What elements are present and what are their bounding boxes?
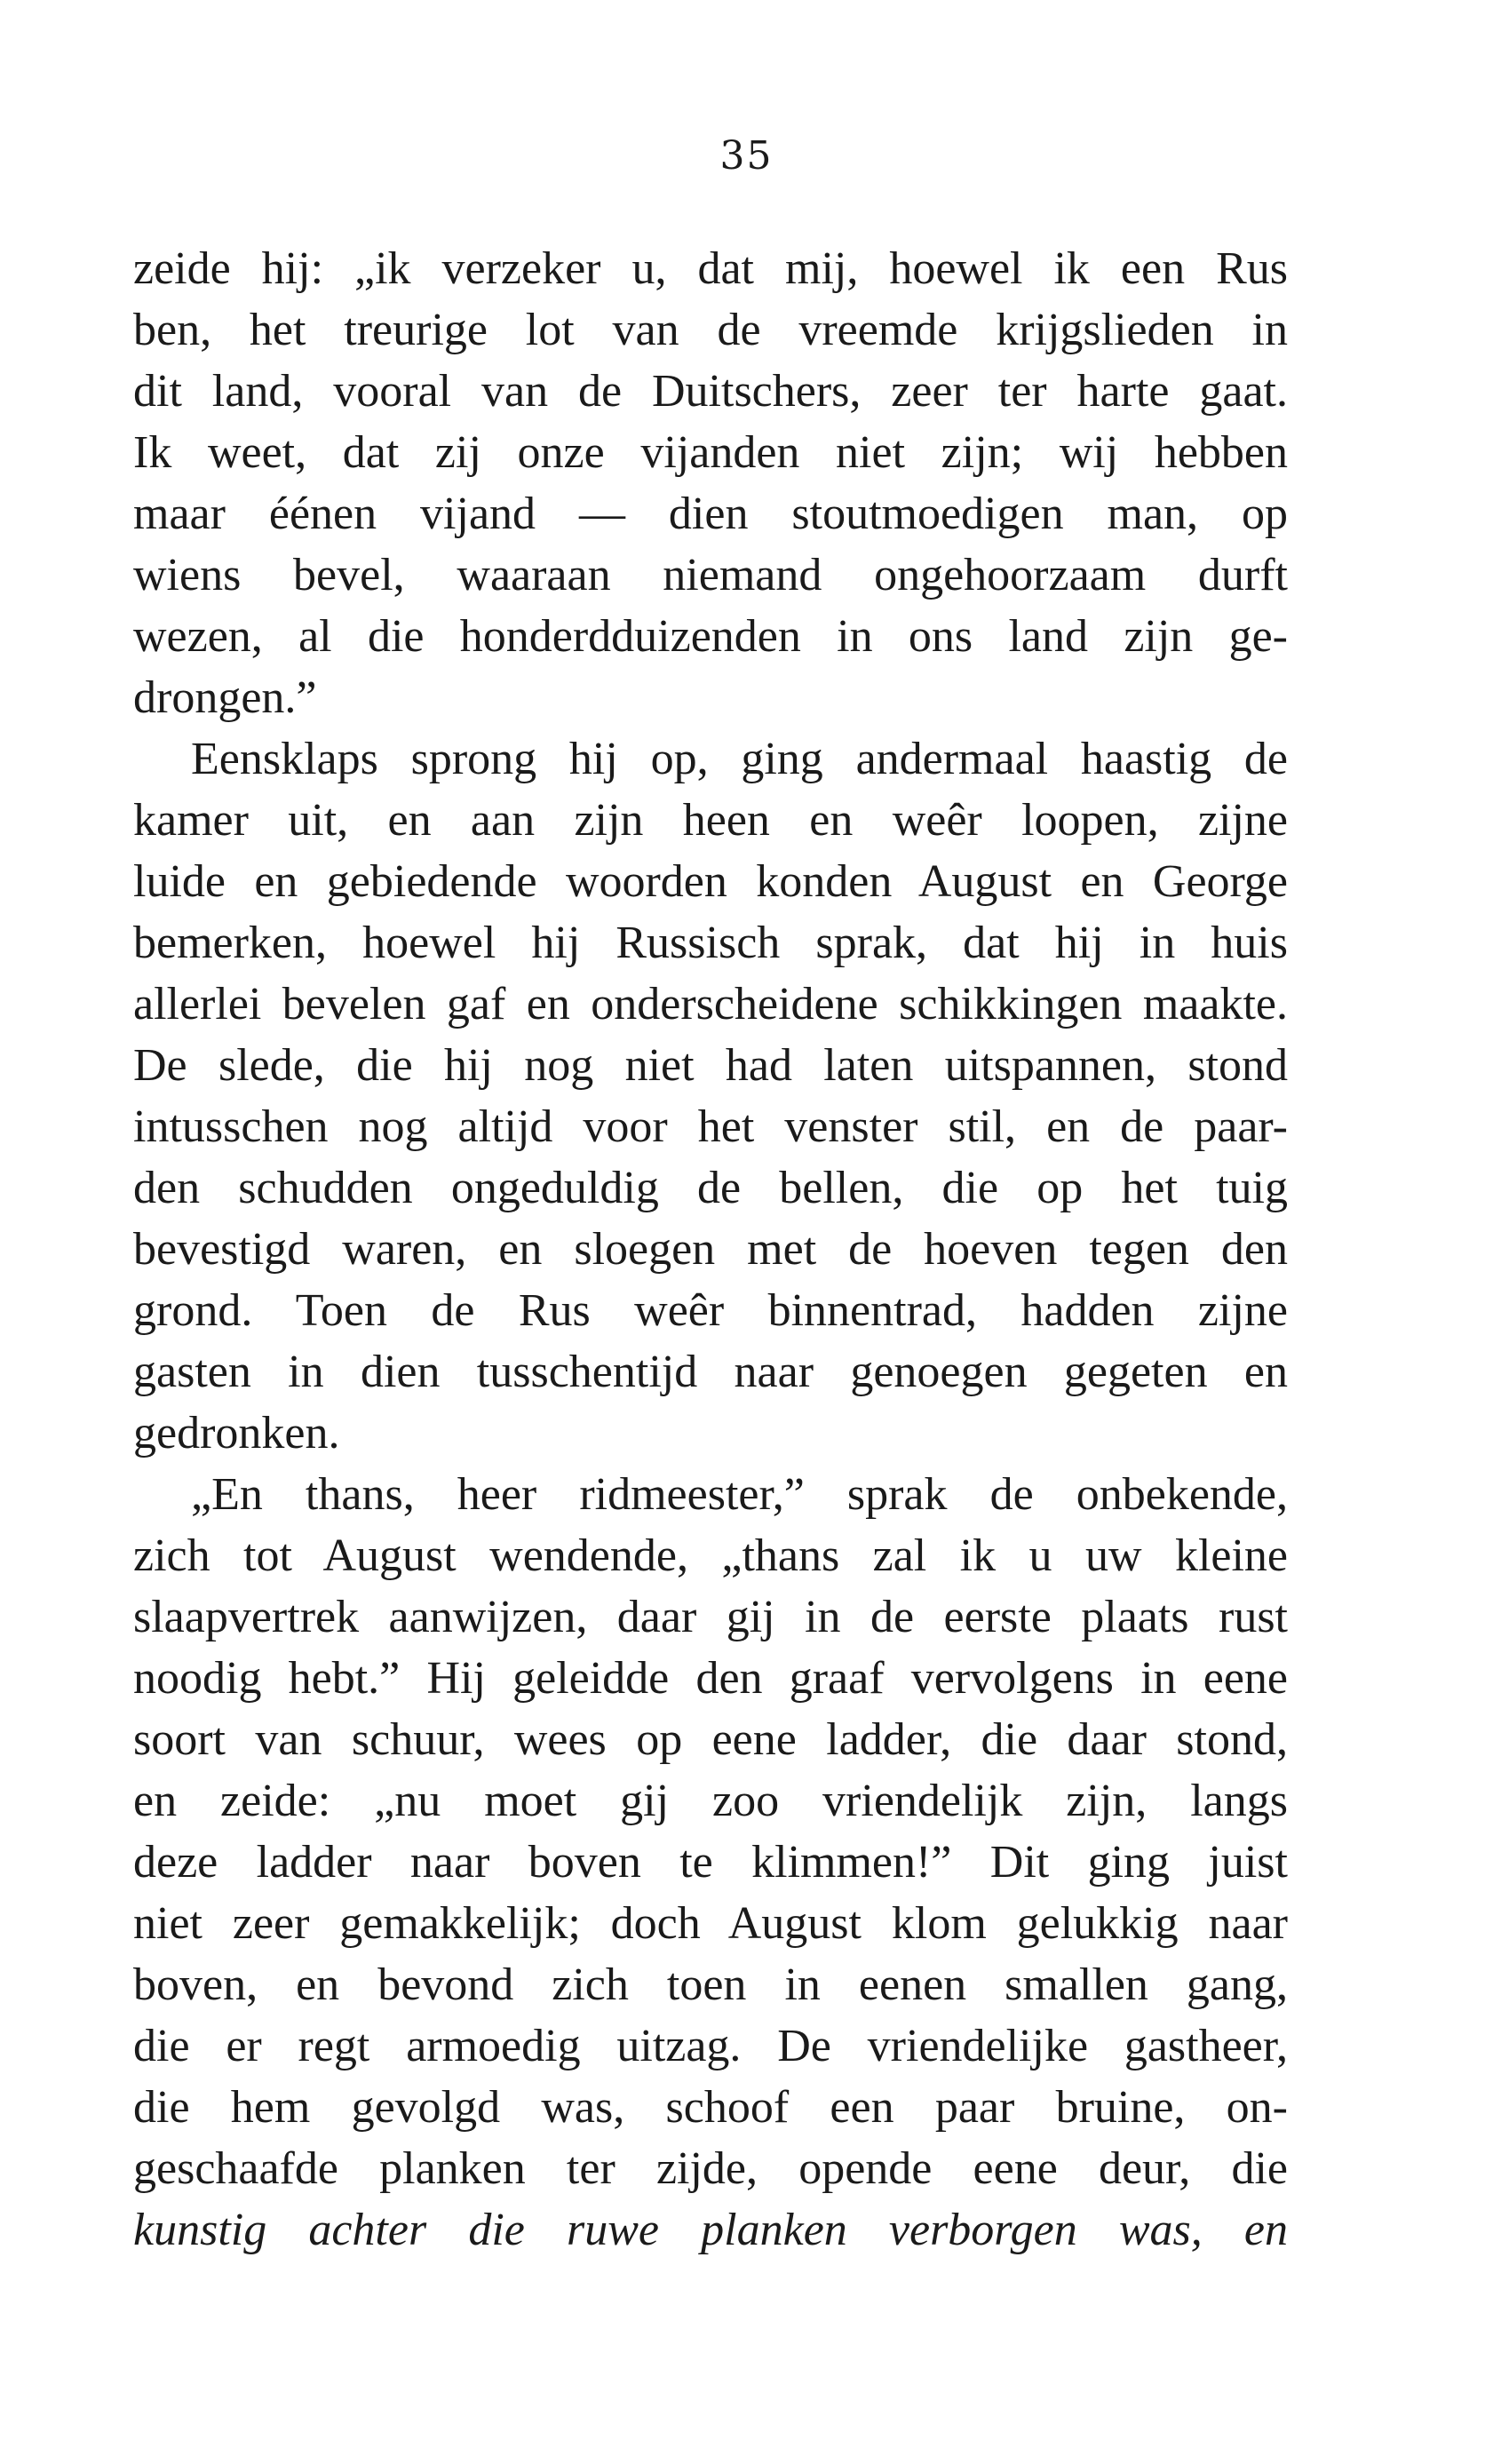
text-line: Eensklaps sprong hij op, ging andermaal haastig de — [191, 734, 1288, 784]
text-line: noodig hebt.” Hij geleidde den graaf vervolgens in eene — [133, 1653, 1288, 1704]
text-line: zich tot August wendende, „thans zal ik u uw kleine — [133, 1530, 1288, 1581]
page-number: 35 — [719, 133, 774, 179]
text-line: bevestigd waren, en sloegen met de hoeven tegen den — [133, 1224, 1288, 1275]
text-line: en zeide: „nu moet gij zoo vriendelijk zijn, langs — [133, 1776, 1288, 1826]
text-line: geschaafde planken ter zijde, opende eene deur, die — [133, 2143, 1288, 2194]
text-line: slaapvertrek aanwijzen, daar gij in de eerste plaats rust — [133, 1592, 1288, 1642]
text-line: wiens bevel, waaraan niemand ongehoorzaam durft — [133, 550, 1288, 600]
text-line: kunstig achter die ruwe planken verborgen was, en — [133, 2205, 1288, 2255]
text-line: luide en gebiedende woorden konden August en George — [133, 856, 1288, 907]
text-line: kamer uit, en aan zijn heen en weêr loopen, zijne — [133, 795, 1288, 846]
text-line: den schudden ongeduldig de bellen, die op het tuig — [133, 1163, 1288, 1213]
text-line: die er regt armoedig uitzag. De vriendelijke gastheer, — [133, 2021, 1288, 2071]
body-text — [133, 238, 1288, 2261]
text-line: deze ladder naar boven te klimmen!” Dit ging juist — [133, 1837, 1288, 1888]
text-line: intusschen nog altijd voor het venster stil, en de paar- — [133, 1101, 1288, 1152]
text-line: soort van schuur, wees op eene ladder, die daar stond, — [133, 1714, 1288, 1765]
text-line: gasten in dien tusschentijd naar genoegen gegeten en — [133, 1347, 1288, 1397]
text-line: allerlei bevelen gaf en onderscheidene schikkingen maakte. — [133, 979, 1288, 1029]
text-line: drongen.” — [133, 672, 317, 723]
text-line: maar éénen vijand — dien stoutmoedigen man, op — [133, 489, 1288, 539]
text-line: De slede, die hij nog niet had laten uitspannen, stond — [133, 1040, 1288, 1091]
text-line: Ik weet, dat zij onze vijanden niet zijn; wij hebben — [133, 427, 1288, 478]
text-line: ben, het treurige lot van de vreemde krijgslieden in — [133, 305, 1288, 355]
text-line: grond. Toen de Rus weêr binnentrad, hadden zijne — [133, 1285, 1288, 1336]
text-line: niet zeer gemakkelijk; doch August klom gelukkig naar — [133, 1898, 1288, 1949]
text-line: zeide hij: „ik verzeker u, dat mij, hoewel ik een Rus — [133, 243, 1288, 294]
text-line: „En thans, heer ridmeester,” sprak de onbekende, — [191, 1469, 1288, 1520]
text-line: boven, en bevond zich toen in eenen smallen gang, — [133, 1959, 1288, 2010]
text-line: bemerken, hoewel hij Russisch sprak, dat hij in huis — [133, 918, 1288, 968]
text-line: gedronken. — [133, 1408, 340, 1459]
text-line: wezen, al die honderdduizenden in ons land zijn ge- — [133, 611, 1288, 662]
text-line: die hem gevolgd was, schoof een paar bruine, on- — [133, 2082, 1288, 2133]
text-line: dit land, vooral van de Duitschers, zeer ter harte gaat. — [133, 366, 1288, 417]
